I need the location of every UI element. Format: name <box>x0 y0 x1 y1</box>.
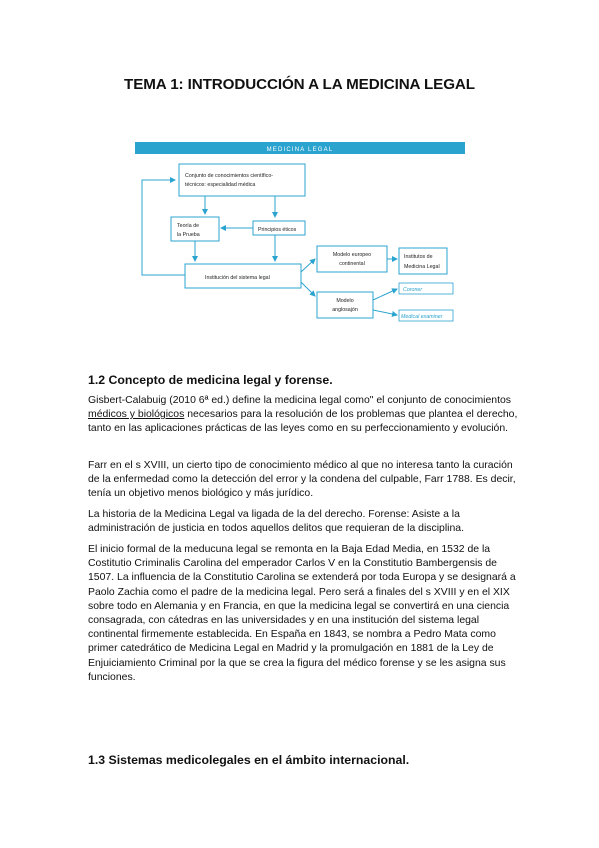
box-teoria-line1: Teoría de <box>177 223 200 229</box>
paragraph-farr: Farr en el s XVIII, un cierto tipo de conocimiento médico al que no interesa tanto la curación de la enfermedad como la detección del error y la condena del culpable, Farr 1788. Es decir, tenía un objetivo menos biológico y más jurídico. <box>88 460 516 500</box>
box-institutos-line1: Institutos de <box>404 254 433 260</box>
paragraph-inicio: El inicio formal de la meducuna legal se remonta en la Baja Edad Media, en 1532 de la Costitutio Criminalis Carolina del emperador Carlos V en la Constitutio Bambergensis de 1507. La influencia de la Constitutio Carolina se extenderá por toda Europa y se designará a Paolo Zachia como el padre de la medicina legal. Pero será a finales del s XVIII y en el XIX sobre todo en Alemania y en Francia, en que la medicina legal se convertirá en una ciencia consagrada, con cátedras en las universidades y en una institución del sistema legal continental firmemente establecida. En España en 1843, se nombra a Pedro Mata como primer catedrático de Medicina Legal en Madrid y la promulgación en 1881 de la Ley de Enjuiciamiento Criminal por la que se crea la figura del médico forense y se les asigna sus funciones. <box>88 544 516 683</box>
paragraph-definicion <box>88 394 518 437</box>
box-europeo-line1: Modelo europeo <box>332 252 372 258</box>
page-title: TEMA 1: INTRODUCCIÓN A LA MEDICINA LEGAL <box>124 76 475 93</box>
box-europeo-line2: continental <box>339 261 365 267</box>
box-conocimientos-line2: técnicos: especialidad médica <box>185 182 256 188</box>
box-anglosajon-line2: anglosajón <box>332 307 358 313</box>
box-conocimientos-line1: Conjunto de conocimientos científico- <box>185 173 274 179</box>
section-heading-1-3: 1.3 Sistemas medicolegales en el ámbito internacional. <box>88 753 410 767</box>
arrow-institucion-europeo <box>301 259 315 272</box>
box-modelo-anglosajon <box>317 292 373 318</box>
box-coroner-text: Coroner <box>403 287 423 293</box>
box-institutos <box>399 248 447 274</box>
box-examiner-text: Medical examiner <box>401 314 443 320</box>
medicina-legal-diagram <box>135 142 465 324</box>
box-institutos-line2: Medicina Legal <box>404 264 440 270</box>
box-modelo-europeo <box>317 246 387 272</box>
box-principios-text: Principios éticos <box>258 227 297 233</box>
paragraph-definicion-underlined: médicos y biológicos <box>88 409 185 421</box>
paragraph-definicion-part2: necesarios para la resolución de los problemas que plantea el derecho, tanto en las aplicaciones prácticas de las leyes como en su perfeccionamiento y evolución. <box>88 409 518 435</box>
box-teoria-line2: la Prueba <box>177 232 200 238</box>
section-heading-1-2: 1.2 Concepto de medicina legal y forense. <box>88 373 333 387</box>
arrow-anglosajon-coroner <box>373 289 397 300</box>
box-institucion-text: Institución del sistema legal <box>205 275 270 281</box>
diagram-header-text: MEDICINA LEGAL <box>266 147 334 153</box>
box-anglosajon-line1: Modelo <box>336 298 354 304</box>
paragraph-historia: La historia de la Medicina Legal va ligada de la del derecho. Forense: Asiste a la administración de justicia en todos aquellos delitos que requieran de la disciplina. <box>88 509 464 535</box>
arrow-institucion-anglosajon <box>301 282 315 296</box>
paragraph-definicion-part1: Gisbert-Calabuig (2010 6ª ed.) define la medicina legal como" el conjunto de conocimientos <box>88 395 511 406</box>
arrow-anglosajon-examiner <box>373 310 397 315</box>
box-conocimientos <box>179 164 305 196</box>
